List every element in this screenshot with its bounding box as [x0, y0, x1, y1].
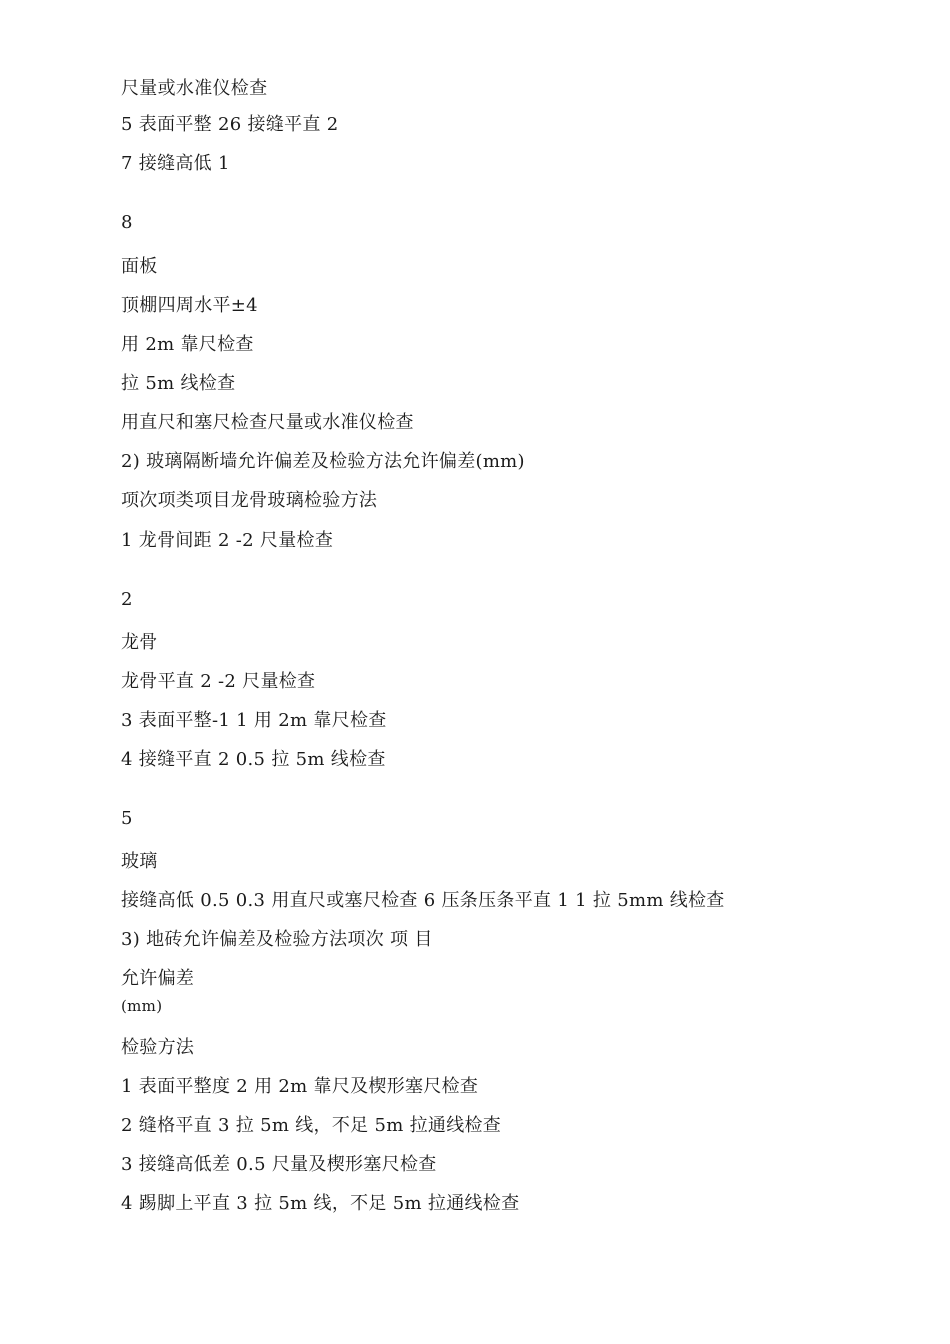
- text-line: 5: [121, 808, 133, 829]
- text-line: 龙骨: [121, 632, 158, 653]
- text-line: 玻璃: [121, 851, 158, 872]
- text-line: 5 表面平整 26 接缝平直 2: [121, 114, 339, 135]
- text-line: 允许偏差: [121, 968, 195, 989]
- text-line: 3) 地砖允许偏差及检验方法项次 项 目: [121, 929, 433, 950]
- text-line: 用 2m 靠尺检查: [121, 334, 254, 355]
- text-line: 3 接缝高低差 0.5 尺量及楔形塞尺检查: [121, 1154, 437, 1175]
- text-line: 3 表面平整-1 1 用 2m 靠尺检查: [121, 710, 387, 731]
- text-line: 4 接缝平直 2 0.5 拉 5m 线检查: [121, 749, 386, 770]
- text-line: 检验方法: [121, 1037, 195, 1058]
- text-line: 1 龙骨间距 2 -2 尺量检查: [121, 530, 334, 551]
- text-line: 项次项类项目龙骨玻璃检验方法: [121, 490, 378, 511]
- text-line: 1 表面平整度 2 用 2m 靠尺及楔形塞尺检查: [121, 1076, 479, 1097]
- text-line: 4 踢脚上平直 3 拉 5m 线，不足 5m 拉通线检查: [121, 1193, 520, 1214]
- text-line: 8: [121, 212, 133, 233]
- text-line: 龙骨平直 2 -2 尺量检查: [121, 671, 316, 692]
- text-line: (mm): [121, 997, 163, 1015]
- text-line: 拉 5m 线检查: [121, 373, 236, 394]
- text-line: 接缝高低 0.5 0.3 用直尺或塞尺检查 6 压条压条平直 1 1 拉 5mm 线检查: [121, 890, 725, 911]
- text-line: 顶棚四周水平±4: [121, 295, 258, 316]
- text-line: 7 接缝高低 1: [121, 153, 230, 174]
- text-line: 2 缝格平直 3 拉 5m 线，不足 5m 拉通线检查: [121, 1115, 502, 1136]
- text-line: 面板: [121, 256, 158, 277]
- text-line: 尺量或水准仪检查: [121, 78, 268, 99]
- text-line: 2: [121, 589, 133, 610]
- text-line: 2) 玻璃隔断墙允许偏差及检验方法允许偏差(mm): [121, 451, 525, 472]
- text-line: 用直尺和塞尺检查尺量或水准仪检查: [121, 412, 414, 433]
